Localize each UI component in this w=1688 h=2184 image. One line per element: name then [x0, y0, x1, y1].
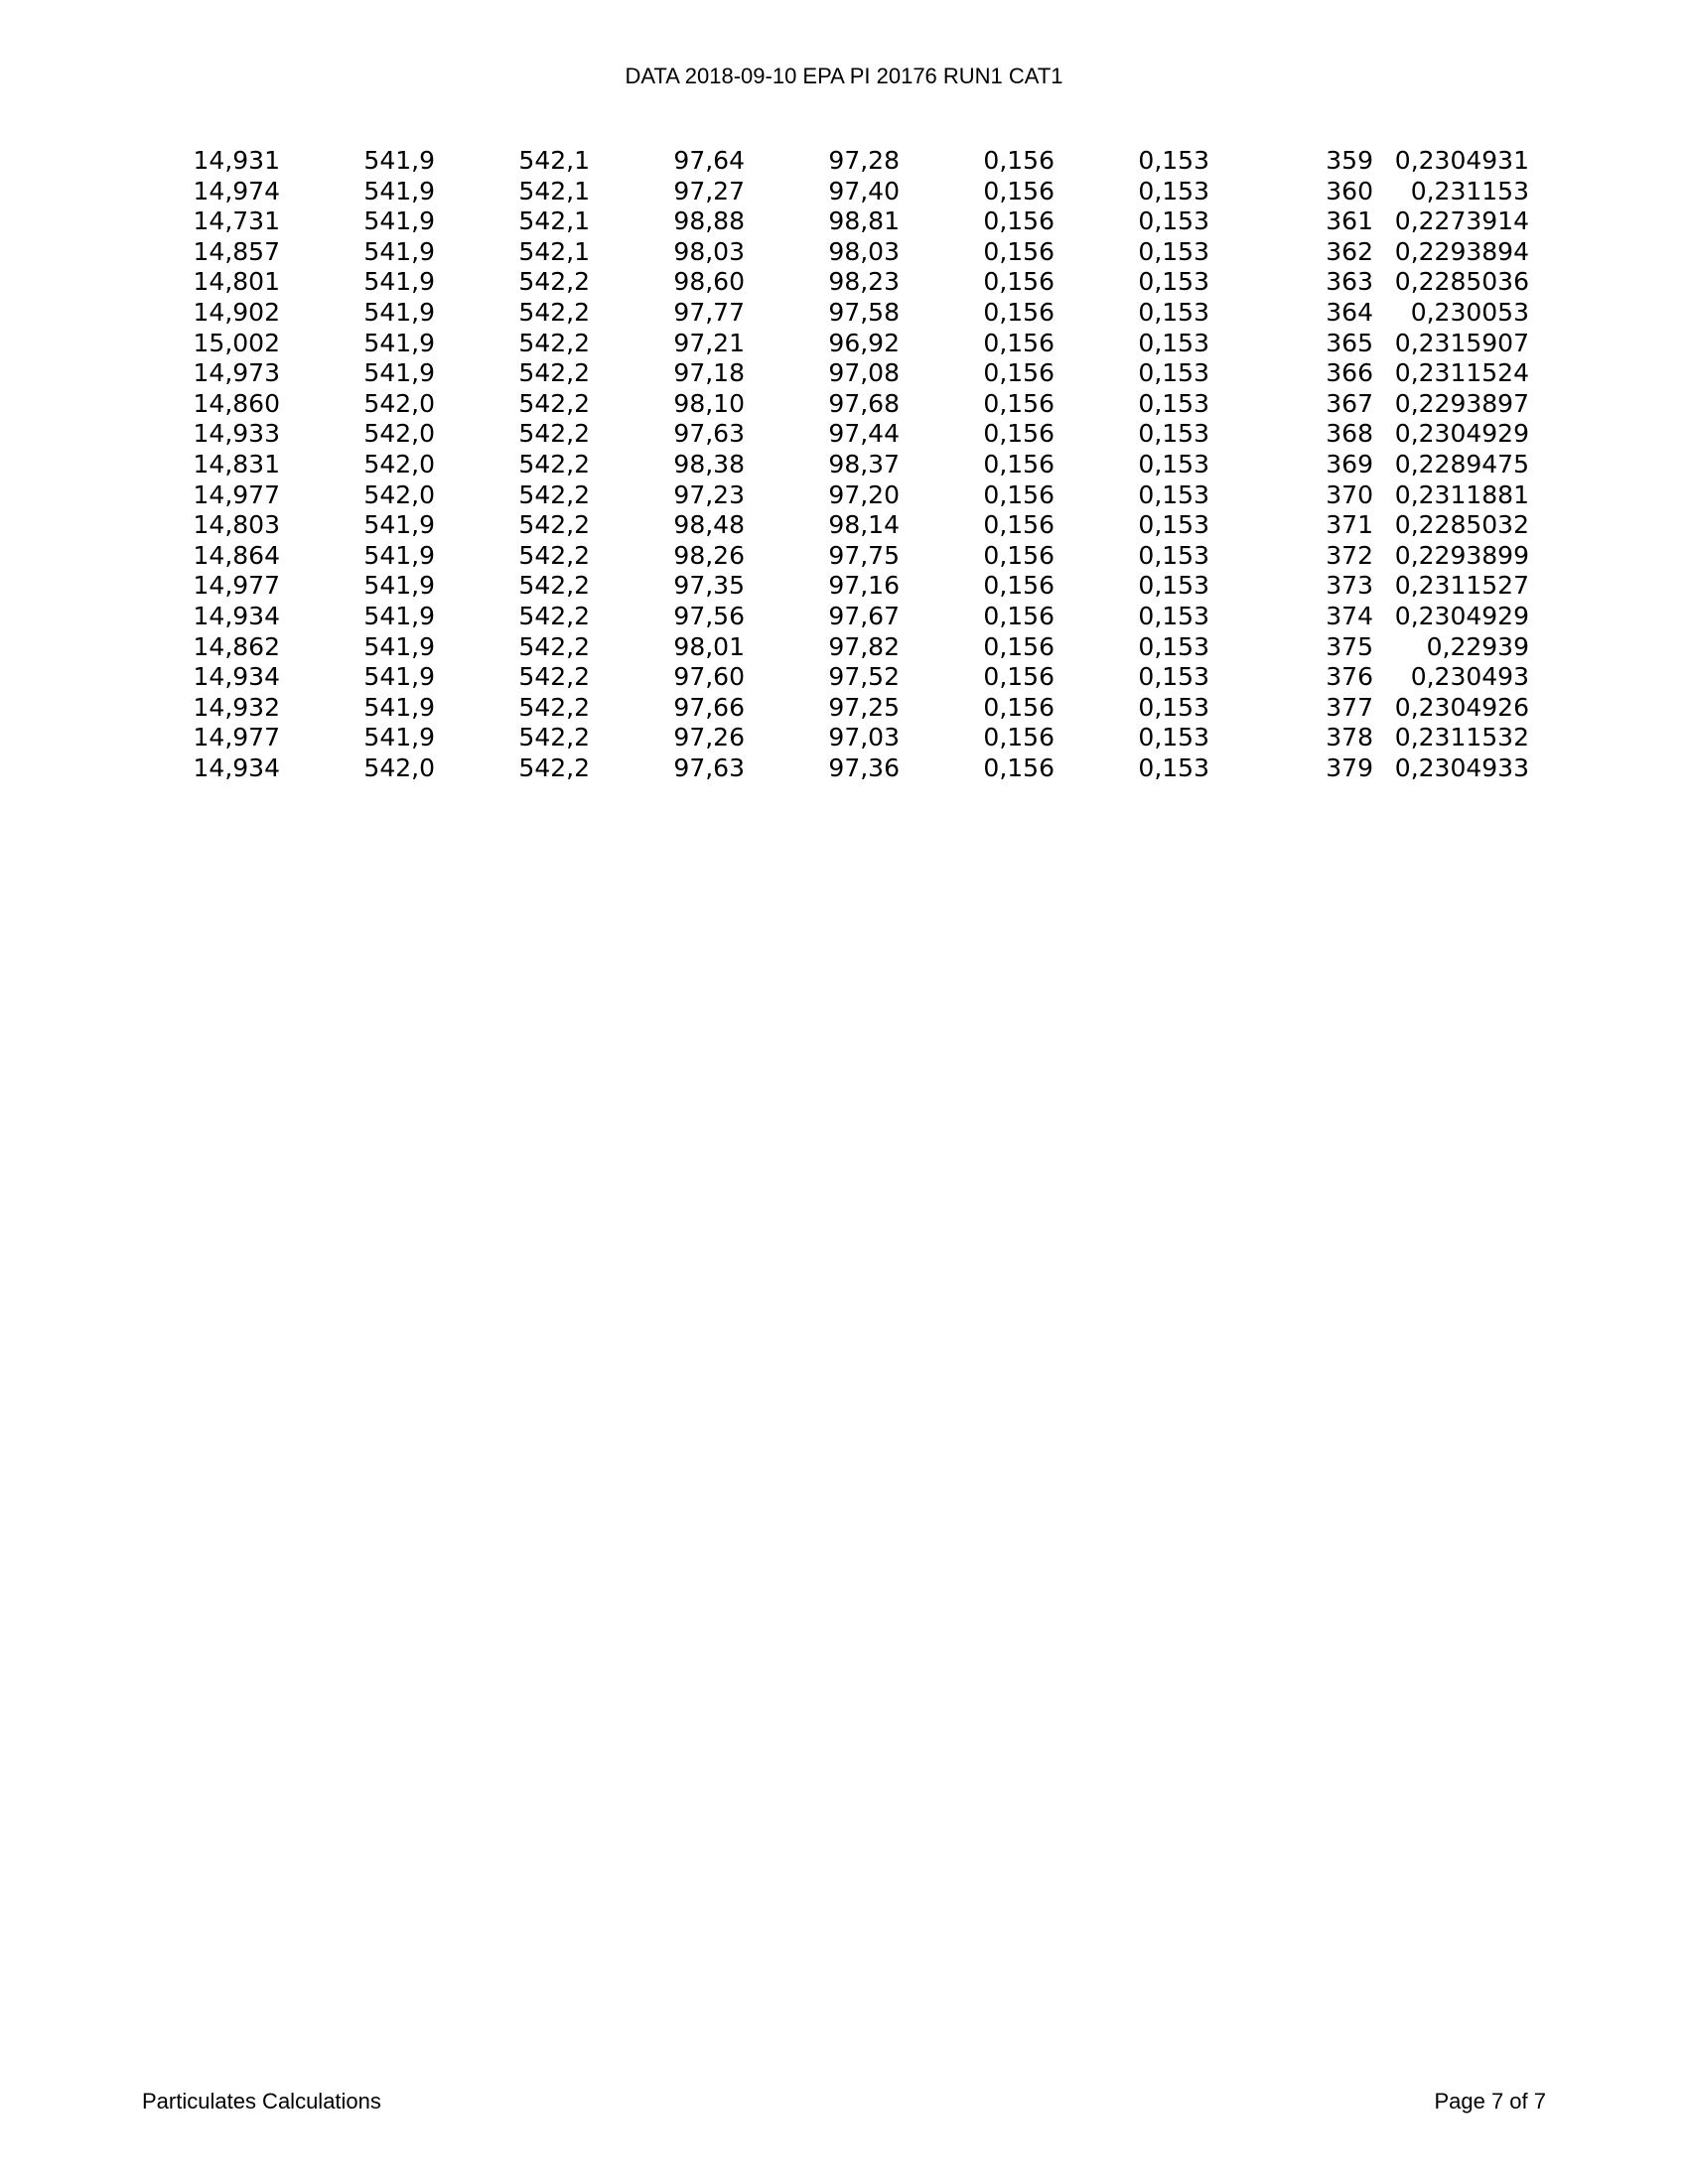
table-row [139, 541, 1529, 572]
table-cell: 0,156 [983, 479, 1055, 509]
table-cell: 14,973 [193, 358, 280, 388]
table-cell: 377 [1326, 692, 1373, 722]
table-cell: 97,68 [828, 388, 900, 418]
table-cell: 542,1 [518, 146, 590, 175]
table-cell: 14,932 [193, 692, 280, 722]
table-cell: 0,153 [1138, 510, 1209, 540]
table-cell: 14,864 [193, 540, 280, 570]
table-cell: 0,156 [983, 236, 1055, 266]
table-row [139, 632, 1529, 663]
table-cell: 375 [1326, 631, 1373, 661]
table-cell: 542,2 [518, 328, 590, 357]
table-cell: 14,934 [193, 601, 280, 630]
table-cell: 97,82 [828, 631, 900, 661]
table-cell: 542,2 [518, 510, 590, 540]
table-cell: 542,2 [518, 388, 590, 418]
table-cell: 0,153 [1138, 479, 1209, 509]
table-row [139, 267, 1529, 298]
table-cell: 97,67 [828, 601, 900, 630]
table-cell: 0,2304929 [1394, 601, 1529, 630]
table-cell: 541,9 [363, 510, 435, 540]
table-cell: 97,56 [673, 601, 745, 630]
table-cell: 0,153 [1138, 571, 1209, 601]
table-row [139, 753, 1529, 784]
table-cell: 0,2311527 [1394, 571, 1529, 601]
table-cell: 542,2 [518, 449, 590, 478]
table-cell: 97,40 [828, 176, 900, 205]
table-cell: 542,1 [518, 236, 590, 266]
table-cell: 0,2304929 [1394, 419, 1529, 449]
table-cell: 0,153 [1138, 631, 1209, 661]
table-cell: 0,153 [1138, 176, 1209, 205]
table-cell: 541,9 [363, 358, 435, 388]
table-cell: 541,9 [363, 267, 435, 297]
table-cell: 362 [1326, 236, 1373, 266]
table-cell: 0,153 [1138, 752, 1209, 782]
table-cell: 97,23 [673, 479, 745, 509]
table-cell: 363 [1326, 267, 1373, 297]
table-cell: 98,03 [673, 236, 745, 266]
table-row [139, 389, 1529, 420]
table-cell: 541,9 [363, 631, 435, 661]
table-row [139, 206, 1529, 237]
table-cell: 542,2 [518, 297, 590, 327]
table-cell: 96,92 [828, 328, 900, 357]
table-cell: 0,153 [1138, 540, 1209, 570]
table-cell: 0,156 [983, 297, 1055, 327]
table-cell: 0,2285032 [1394, 510, 1529, 540]
table-cell: 14,977 [193, 571, 280, 601]
table-cell: 14,857 [193, 236, 280, 266]
table-cell: 542,2 [518, 479, 590, 509]
table-cell: 0,153 [1138, 236, 1209, 266]
table-cell: 542,2 [518, 601, 590, 630]
table-cell: 542,2 [518, 267, 590, 297]
table-row [139, 693, 1529, 724]
table-cell: 0,2304926 [1394, 692, 1529, 722]
table-cell: 14,831 [193, 449, 280, 478]
table-cell: 0,2311524 [1394, 358, 1529, 388]
table-cell: 0,2304933 [1394, 752, 1529, 782]
table-cell: 374 [1326, 601, 1373, 630]
table-cell: 367 [1326, 388, 1373, 418]
table-cell: 542,0 [363, 449, 435, 478]
table-cell: 14,860 [193, 388, 280, 418]
table-cell: 0,153 [1138, 146, 1209, 175]
table-cell: 0,153 [1138, 388, 1209, 418]
table-cell: 14,977 [193, 479, 280, 509]
table-cell: 14,933 [193, 419, 280, 449]
table-cell: 0,230053 [1410, 297, 1529, 327]
table-cell: 542,0 [363, 388, 435, 418]
table-cell: 541,9 [363, 328, 435, 357]
table-cell: 98,88 [673, 206, 745, 236]
page-title: DATA 2018-09-10 EPA PI 20176 RUN1 CAT1 [625, 64, 1063, 88]
table-cell: 542,2 [518, 571, 590, 601]
table-cell: 365 [1326, 328, 1373, 357]
table-cell: 0,153 [1138, 723, 1209, 752]
table-cell: 542,1 [518, 206, 590, 236]
table-cell: 14,974 [193, 176, 280, 205]
table-cell: 97,52 [828, 662, 900, 692]
table-row [139, 571, 1529, 602]
table-cell: 97,64 [673, 146, 745, 175]
table-row [139, 358, 1529, 389]
table-cell: 0,156 [983, 419, 1055, 449]
table-cell: 97,75 [828, 540, 900, 570]
table-cell: 97,21 [673, 328, 745, 357]
table-cell: 370 [1326, 479, 1373, 509]
table-cell: 0,156 [983, 388, 1055, 418]
table-cell: 0,156 [983, 631, 1055, 661]
table-cell: 541,9 [363, 571, 435, 601]
table-body [139, 146, 1529, 783]
table-cell: 378 [1326, 723, 1373, 752]
table-cell: 97,60 [673, 662, 745, 692]
table-cell: 0,153 [1138, 267, 1209, 297]
table-cell: 541,9 [363, 662, 435, 692]
table-cell: 542,2 [518, 631, 590, 661]
table-cell: 0,153 [1138, 419, 1209, 449]
table-cell: 97,20 [828, 479, 900, 509]
table-cell: 98,38 [673, 449, 745, 478]
data-table [139, 146, 1529, 783]
table-row [139, 329, 1529, 359]
table-cell: 0,156 [983, 601, 1055, 630]
table-cell: 542,2 [518, 662, 590, 692]
table-cell: 97,03 [828, 723, 900, 752]
table-cell: 97,66 [673, 692, 745, 722]
table-cell: 541,9 [363, 236, 435, 266]
table-cell: 542,2 [518, 419, 590, 449]
table-cell: 0,2273914 [1394, 206, 1529, 236]
table-cell: 0,153 [1138, 297, 1209, 327]
table-cell: 0,156 [983, 267, 1055, 297]
table-cell: 542,2 [518, 723, 590, 752]
table-cell: 97,77 [673, 297, 745, 327]
table-cell: 97,44 [828, 419, 900, 449]
table-cell: 98,48 [673, 510, 745, 540]
table-cell: 542,0 [363, 479, 435, 509]
table-cell: 0,153 [1138, 692, 1209, 722]
table-cell: 0,153 [1138, 662, 1209, 692]
table-cell: 0,231153 [1410, 176, 1529, 205]
table-cell: 14,862 [193, 631, 280, 661]
table-cell: 97,63 [673, 419, 745, 449]
table-cell: 97,08 [828, 358, 900, 388]
table-cell: 0,156 [983, 723, 1055, 752]
table-cell: 0,156 [983, 540, 1055, 570]
table-cell: 97,28 [828, 146, 900, 175]
table-cell: 371 [1326, 510, 1373, 540]
table-cell: 541,9 [363, 206, 435, 236]
table-cell: 14,934 [193, 662, 280, 692]
table-cell: 97,58 [828, 297, 900, 327]
table-cell: 0,156 [983, 752, 1055, 782]
table-cell: 98,01 [673, 631, 745, 661]
table-cell: 0,156 [983, 692, 1055, 722]
table-cell: 97,63 [673, 752, 745, 782]
table-cell: 0,2311881 [1394, 479, 1529, 509]
table-row [139, 602, 1529, 632]
table-cell: 542,2 [518, 358, 590, 388]
table-cell: 541,9 [363, 176, 435, 205]
table-cell: 0,153 [1138, 601, 1209, 630]
table-cell: 379 [1326, 752, 1373, 782]
table-row [139, 298, 1529, 329]
table-cell: 14,902 [193, 297, 280, 327]
table-cell: 364 [1326, 297, 1373, 327]
table-cell: 0,156 [983, 449, 1055, 478]
table-row [139, 480, 1529, 511]
table-cell: 14,801 [193, 267, 280, 297]
table-cell: 98,81 [828, 206, 900, 236]
table-cell: 542,2 [518, 540, 590, 570]
table-cell: 0,2293897 [1394, 388, 1529, 418]
table-cell: 0,2289475 [1394, 449, 1529, 478]
table-cell: 542,2 [518, 692, 590, 722]
table-cell: 0,156 [983, 176, 1055, 205]
table-cell: 359 [1326, 146, 1373, 175]
table-cell: 0,2315907 [1394, 328, 1529, 357]
table-cell: 97,27 [673, 176, 745, 205]
table-cell: 0,2285036 [1394, 267, 1529, 297]
table-cell: 541,9 [363, 692, 435, 722]
table-cell: 360 [1326, 176, 1373, 205]
table-row [139, 177, 1529, 207]
table-cell: 542,1 [518, 176, 590, 205]
table-cell: 97,26 [673, 723, 745, 752]
table-cell: 98,23 [828, 267, 900, 297]
table-cell: 0,153 [1138, 328, 1209, 357]
table-cell: 541,9 [363, 601, 435, 630]
table-cell: 97,35 [673, 571, 745, 601]
table-cell: 366 [1326, 358, 1373, 388]
table-cell: 0,156 [983, 328, 1055, 357]
table-row [139, 146, 1529, 177]
table-cell: 541,9 [363, 297, 435, 327]
table-cell: 376 [1326, 662, 1373, 692]
table-cell: 0,230493 [1410, 662, 1529, 692]
table-cell: 0,2311532 [1394, 723, 1529, 752]
table-cell: 98,03 [828, 236, 900, 266]
table-cell: 541,9 [363, 146, 435, 175]
table-row [139, 419, 1529, 450]
footer-page-number: Page 7 of 7 [1434, 2089, 1546, 2114]
table-cell: 98,60 [673, 267, 745, 297]
table-cell: 373 [1326, 571, 1373, 601]
table-cell: 14,803 [193, 510, 280, 540]
table-cell: 542,0 [363, 752, 435, 782]
table-cell: 0,2293899 [1394, 540, 1529, 570]
table-cell: 0,156 [983, 571, 1055, 601]
table-cell: 368 [1326, 419, 1373, 449]
table-cell: 0,156 [983, 146, 1055, 175]
table-cell: 542,0 [363, 419, 435, 449]
table-cell: 0,156 [983, 358, 1055, 388]
table-cell: 0,153 [1138, 449, 1209, 478]
table-cell: 98,26 [673, 540, 745, 570]
table-cell: 14,731 [193, 206, 280, 236]
table-cell: 541,9 [363, 540, 435, 570]
table-row [139, 510, 1529, 541]
table-cell: 0,22939 [1426, 631, 1529, 661]
table-row [139, 237, 1529, 268]
table-cell: 0,156 [983, 510, 1055, 540]
table-cell: 98,10 [673, 388, 745, 418]
table-cell: 97,18 [673, 358, 745, 388]
table-cell: 369 [1326, 449, 1373, 478]
table-cell: 97,25 [828, 692, 900, 722]
table-cell: 14,934 [193, 752, 280, 782]
table-cell: 0,156 [983, 206, 1055, 236]
table-cell: 0,2293894 [1394, 236, 1529, 266]
table-cell: 14,931 [193, 146, 280, 175]
table-row [139, 723, 1529, 753]
table-row [139, 450, 1529, 480]
table-cell: 541,9 [363, 723, 435, 752]
footer-document-title: Particulates Calculations [142, 2089, 381, 2114]
table-row [139, 662, 1529, 693]
table-cell: 97,36 [828, 752, 900, 782]
table-cell: 15,002 [193, 328, 280, 357]
table-cell: 97,16 [828, 571, 900, 601]
table-cell: 542,2 [518, 752, 590, 782]
table-cell: 0,156 [983, 662, 1055, 692]
table-cell: 0,153 [1138, 358, 1209, 388]
table-cell: 0,2304931 [1394, 146, 1529, 175]
table-cell: 0,153 [1138, 206, 1209, 236]
table-cell: 14,977 [193, 723, 280, 752]
table-cell: 372 [1326, 540, 1373, 570]
table-cell: 361 [1326, 206, 1373, 236]
table-cell: 98,14 [828, 510, 900, 540]
table-cell: 98,37 [828, 449, 900, 478]
